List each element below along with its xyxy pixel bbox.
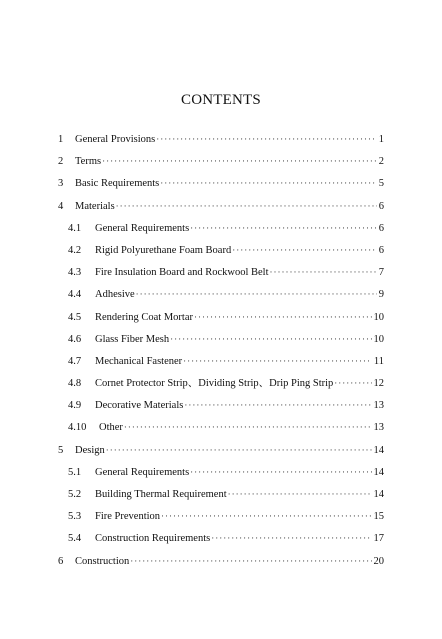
dot-leader bbox=[116, 195, 377, 217]
dot-leader bbox=[136, 283, 377, 305]
toc-entry-page-number: 11 bbox=[373, 355, 384, 367]
toc-entry-number: 4.8 bbox=[68, 378, 82, 390]
toc-entry-label: General Requirements bbox=[95, 466, 190, 478]
dot-leader bbox=[124, 416, 372, 438]
toc-entry-page-number: 7 bbox=[378, 267, 384, 279]
toc-entry-page-number: 12 bbox=[373, 378, 384, 390]
dot-leader bbox=[156, 128, 377, 150]
toc-entry-label: Other bbox=[99, 422, 123, 434]
toc-entry-label: Terms bbox=[75, 156, 102, 168]
toc-entry-page-number: 15 bbox=[373, 511, 384, 523]
toc-entry-page-number: 10 bbox=[373, 311, 384, 323]
toc-entry-label: Cornet Protector Strip、Dividing Strip、Drip Ping Strip bbox=[95, 378, 334, 390]
toc-entry-label: General Provisions bbox=[75, 134, 156, 145]
dot-leader bbox=[106, 439, 372, 461]
toc-entry[interactable] bbox=[58, 172, 384, 194]
dot-leader bbox=[183, 350, 372, 372]
toc-entry-number: 5.2 bbox=[68, 489, 82, 500]
toc-entry-page-number: 6 bbox=[378, 200, 384, 212]
toc-entry[interactable] bbox=[58, 527, 384, 549]
toc-entry-page-number: 17 bbox=[373, 533, 384, 545]
toc-entry-label: Design bbox=[75, 444, 105, 456]
dot-leader bbox=[160, 172, 376, 194]
toc-entry-page-number: 14 bbox=[373, 466, 384, 478]
toc-entry-label: Building Thermal Requirement bbox=[95, 489, 227, 500]
toc-entry-page-number: 2 bbox=[378, 156, 384, 168]
toc-entry-number: 5.1 bbox=[68, 466, 82, 478]
toc-entry[interactable] bbox=[58, 372, 384, 394]
toc-entry-page-number: 9 bbox=[378, 289, 384, 301]
toc-entry[interactable] bbox=[58, 217, 384, 239]
dot-leader bbox=[190, 461, 371, 483]
toc-entry-label: Fire Insulation Board and Rockwool Belt bbox=[95, 267, 269, 279]
toc-entry-page-number: 10 bbox=[373, 333, 384, 345]
toc-entry-page-number: 1 bbox=[378, 134, 384, 145]
dot-leader bbox=[102, 150, 377, 172]
toc-entry-label: Materials bbox=[75, 200, 115, 212]
toc-entry[interactable] bbox=[58, 461, 384, 483]
toc-entry[interactable] bbox=[58, 128, 384, 150]
toc-entry-number: 4.2 bbox=[68, 244, 82, 256]
toc-entry-page-number: 13 bbox=[373, 422, 384, 434]
table-of-contents bbox=[58, 128, 384, 572]
toc-entry-number: 5.4 bbox=[68, 533, 82, 545]
toc-entry-label: Decorative Materials bbox=[95, 400, 184, 412]
dot-leader bbox=[194, 306, 372, 328]
toc-entry-page-number: 6 bbox=[378, 244, 384, 256]
toc-entry-number: 4 bbox=[58, 200, 64, 212]
toc-entry[interactable] bbox=[58, 483, 384, 505]
toc-entry-page-number: 5 bbox=[378, 178, 384, 190]
toc-entry[interactable] bbox=[58, 261, 384, 283]
toc-entry-label: Construction Requirements bbox=[95, 533, 211, 545]
toc-entry-label: Basic Requirements bbox=[75, 178, 160, 190]
toc-entry-page-number: 14 bbox=[373, 489, 384, 500]
toc-entry-page-number: 14 bbox=[373, 444, 384, 456]
toc-entry-number: 4.5 bbox=[68, 311, 82, 323]
toc-entry[interactable] bbox=[58, 239, 384, 261]
dot-leader bbox=[170, 328, 371, 350]
toc-entry[interactable] bbox=[58, 350, 384, 372]
toc-entry-number: 6 bbox=[58, 555, 64, 567]
dot-leader bbox=[270, 261, 377, 283]
toc-entry-page-number: 6 bbox=[378, 222, 384, 234]
toc-entry[interactable] bbox=[58, 550, 384, 572]
toc-entry[interactable] bbox=[58, 306, 384, 328]
toc-entry-number: 4.9 bbox=[68, 400, 82, 412]
toc-entry-number: 4.3 bbox=[68, 267, 82, 279]
toc-entry[interactable] bbox=[58, 195, 384, 217]
dot-leader bbox=[334, 372, 371, 394]
toc-entry-number: 4.6 bbox=[68, 333, 82, 345]
page-title: CONTENTS bbox=[181, 92, 261, 108]
toc-entry-number: 1 bbox=[58, 134, 64, 145]
toc-entry-page-number: 13 bbox=[373, 400, 384, 412]
toc-entry-label: Fire Prevention bbox=[95, 511, 161, 523]
toc-entry[interactable] bbox=[58, 394, 384, 416]
toc-entry-label: Glass Fiber Mesh bbox=[95, 333, 170, 345]
toc-entry-label: Mechanical Fastener bbox=[95, 355, 183, 367]
toc-entry[interactable] bbox=[58, 416, 384, 438]
toc-entry-number: 4.10 bbox=[68, 422, 87, 434]
toc-entry[interactable] bbox=[58, 439, 384, 461]
toc-entry[interactable] bbox=[58, 505, 384, 527]
toc-entry-number: 2 bbox=[58, 156, 64, 168]
toc-entry[interactable] bbox=[58, 150, 384, 172]
dot-leader bbox=[184, 394, 371, 416]
toc-entry-number: 4.7 bbox=[68, 355, 82, 367]
toc-entry-number: 4.1 bbox=[68, 222, 82, 234]
toc-entry-label: General Requirements bbox=[95, 222, 190, 234]
toc-entry-number: 4.4 bbox=[68, 289, 82, 301]
toc-entry-label: Rendering Coat Mortar bbox=[95, 311, 193, 323]
dot-leader bbox=[232, 239, 377, 261]
dot-leader bbox=[130, 550, 371, 572]
toc-entry-number: 5 bbox=[58, 444, 64, 456]
dot-leader bbox=[228, 483, 372, 505]
dot-leader bbox=[161, 505, 371, 527]
toc-entry-label: Adhesive bbox=[95, 289, 135, 301]
toc-entry-page-number: 20 bbox=[373, 555, 384, 567]
toc-entry-number: 3 bbox=[58, 178, 64, 190]
toc-entry-label: Construction bbox=[75, 555, 130, 567]
toc-entry-number: 5.3 bbox=[68, 511, 82, 523]
toc-entry[interactable] bbox=[58, 328, 384, 350]
dot-leader bbox=[190, 217, 377, 239]
dot-leader bbox=[211, 527, 371, 549]
toc-entry-label: Rigid Polyurethane Foam Board bbox=[95, 244, 232, 256]
toc-entry[interactable] bbox=[58, 283, 384, 305]
